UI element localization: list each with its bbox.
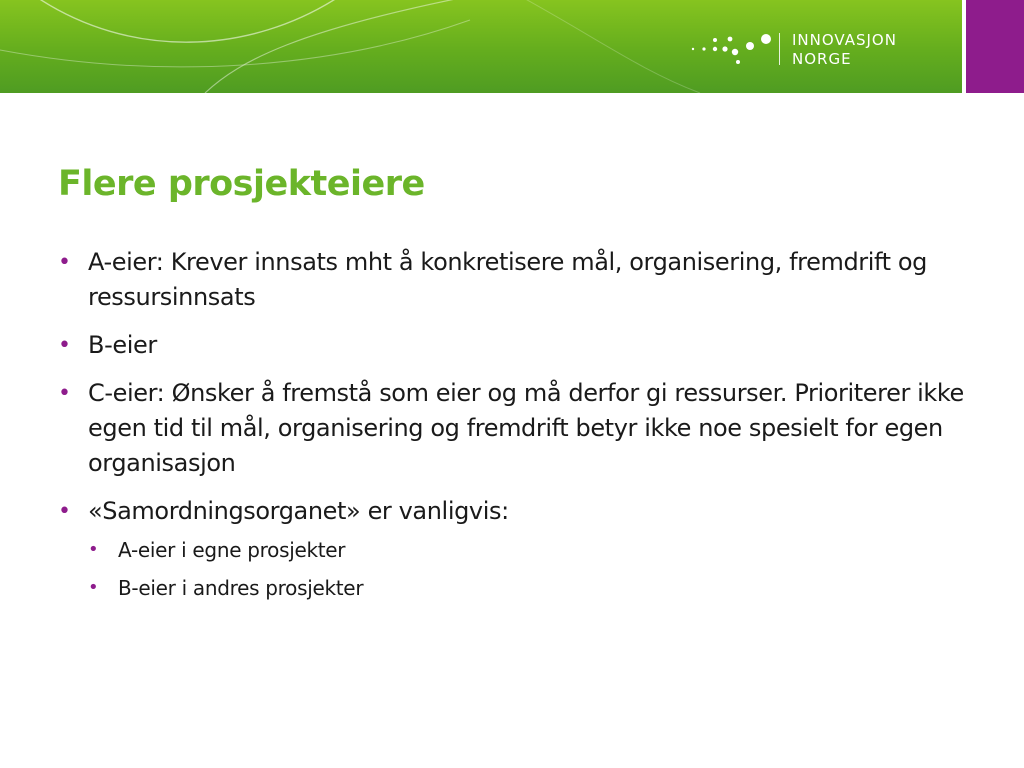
innovasjon-norge-logo [688,28,928,70]
logo-line-2: NORGE [792,50,852,68]
slide-title: Flere prosjekteiere [58,164,425,204]
bullet-text: A-eier: Krever innsats mht å konkretisere mål, organisering, fremdrift og ressursinnsats [88,248,928,311]
bullet-list [58,245,998,618]
bullet-icon: • [58,499,71,524]
logo-dots-icon [688,28,778,70]
sub-bullet-icon: • [88,539,99,560]
bullet-text: C-eier: Ønsker å fremstå som eier og må derfor gi ressurser. Prioriterer ikke egen tid til mål, organisering og fremdrift betyr ikke noe spesielt for egen organisasjon [88,379,964,477]
sub-bullet-text: B-eier i andres prosjekter [118,576,364,600]
sub-bullet-item-b-eier [88,571,998,605]
sub-bullet-icon: • [88,577,99,598]
sub-bullet-list [88,533,998,605]
sub-bullet-item-a-eier [88,533,998,567]
header-band [0,0,962,93]
bullet-item-a-eier [58,245,998,315]
bullet-icon: • [58,250,71,275]
purple-accent-tab [966,0,1024,93]
bullet-item-samordningsorganet [58,494,998,605]
bullet-item-b-eier [58,328,998,363]
sub-bullet-text: A-eier i egne prosjekter [118,538,346,562]
bullet-item-c-eier [58,376,998,481]
logo-wordmark [792,31,897,69]
logo-line-1: INNOVASJON [792,31,897,49]
bullet-text: B-eier [88,331,157,359]
logo-divider [779,33,780,65]
bullet-icon: • [58,333,71,358]
bullet-icon: • [58,381,71,406]
bullet-text: «Samordningsorganet» er vanligvis: [88,497,509,525]
